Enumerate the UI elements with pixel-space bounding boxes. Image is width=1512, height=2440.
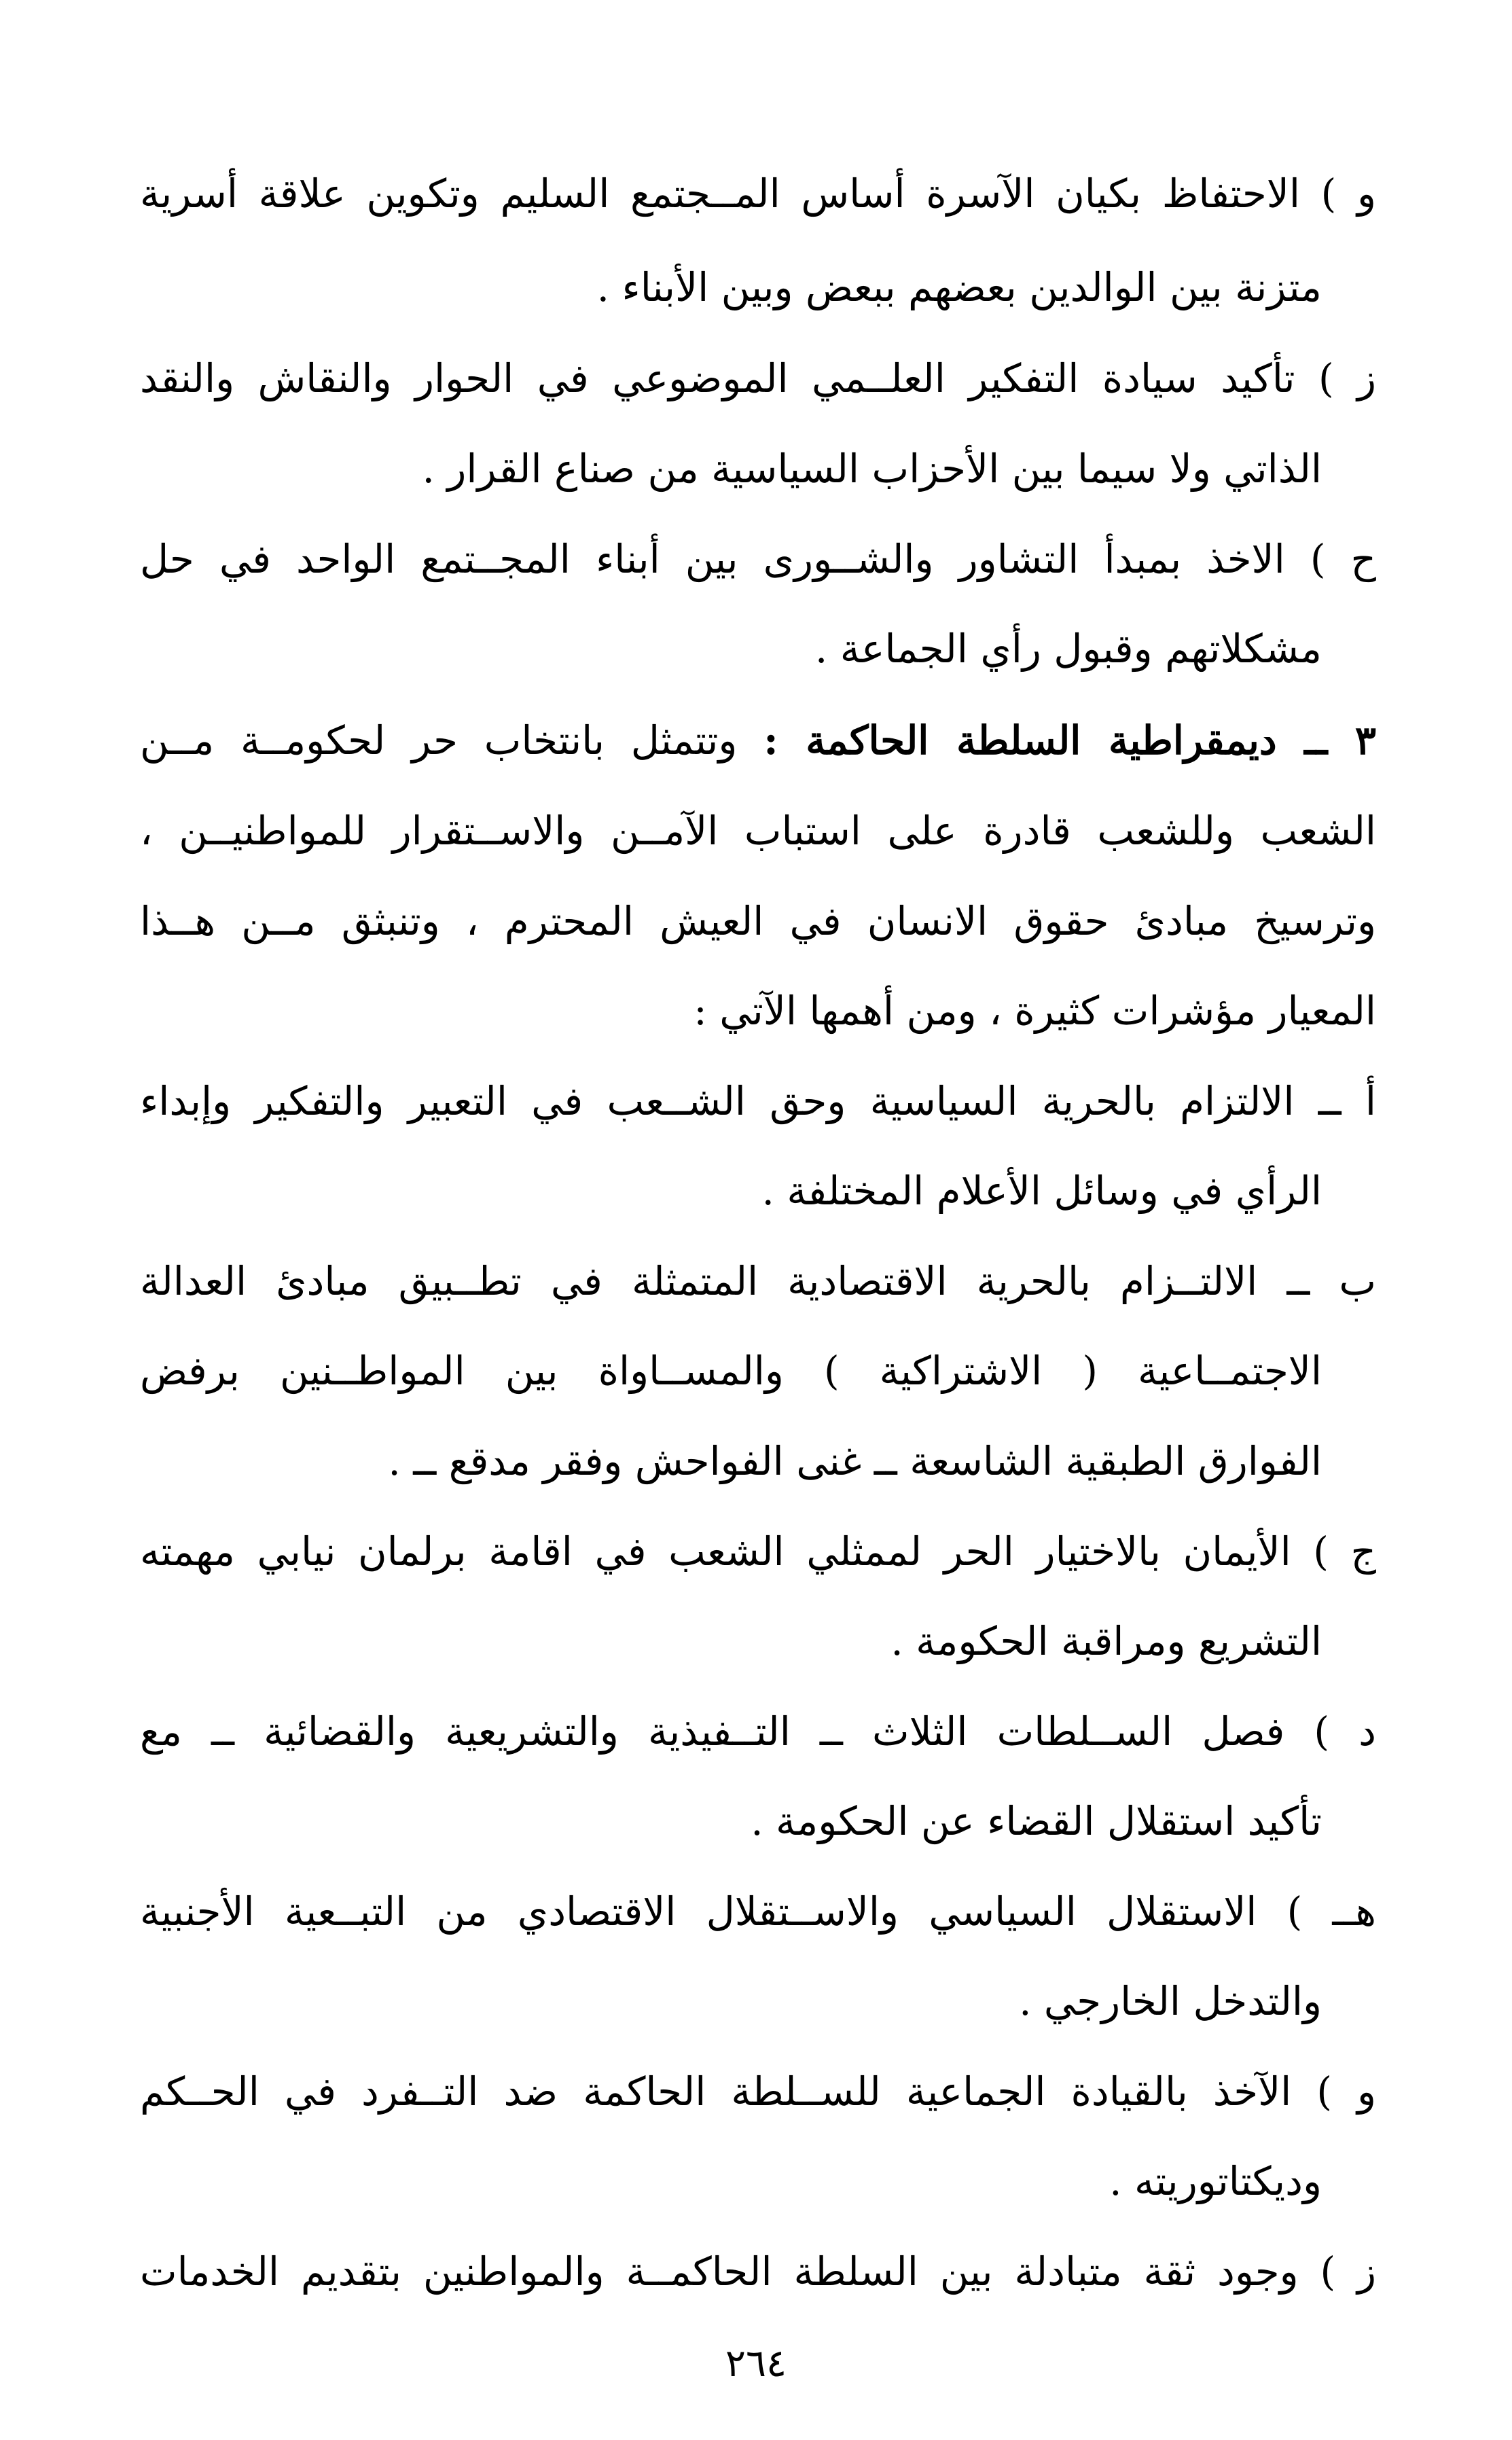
text-line-6: مشكلاتهم وقبول رأي الجماعة . (814, 626, 1322, 672)
text-line-5: ح ) الاخذ بمبدأ التشاور والشــورى بين أبناء المجــتمع الواحد في حل (140, 536, 1376, 582)
text-line-3: ز ) تأكيد سيادة التفكير العلــمي الموضوعي في الحوار والنقاش والنقد (140, 355, 1376, 401)
section-heading-continuation: وتتمثل بانتخاب حر لحكومــة مــن (140, 717, 738, 764)
text-line-2: متزنة بين الوالدين بعضهم ببعض وبين الأبناء . (596, 264, 1322, 310)
text-line-11: أ ــ الالتزام بالحرية السياسية وحق الشــعب في التعبير والتفكير وإبداء (140, 1078, 1376, 1124)
text-line-12: الرأي في وسائل الأعلام المختلفة . (761, 1168, 1322, 1214)
text-line-8: الشعب وللشعب قادرة على استباب الآمــن والاســتقرار للمواطنيــن ، (140, 808, 1376, 854)
text-line-23: وديكتاتوريته . (1109, 2158, 1322, 2204)
text-line-10: المعيار مؤشرات كثيرة ، ومن أهمها الآتي : (694, 988, 1376, 1034)
text-line-1: و ) الاحتفاظ بكيان الآسرة أساس المــجتمع السليم وتكوين علاقة أسرية (140, 171, 1377, 217)
text-line-21: والتدخل الخارجي . (1019, 1978, 1322, 2024)
text-line-13: ب ــ الالتــزام بالحرية الاقتصادية المتمثلة في تطــبيق مبادئ العدالة (140, 1258, 1376, 1304)
text-line-15: الفوارق الطبقية الشاسعة ــ غنى الفواحش وفقر مدقع ــ . (388, 1438, 1322, 1484)
text-line-18: د ) فصل الســلطات الثلاث ــ التــفيذية والتشريعية والقضائية ــ مع (140, 1708, 1376, 1755)
text-line-19: تأكيد استقلال القضاء عن الحكومة . (751, 1798, 1322, 1844)
text-line-24: ز ) وجود ثقة متبادلة بين السلطة الحاكمــة والمواطنين بتقديم الخدمات (140, 2248, 1376, 2295)
text-line-4: الذاتي ولا سيما بين الأحزاب السياسية من صناع القرار . (422, 446, 1322, 492)
text-line-20: هــ ) الاستقلال السياسي والاســتقلال الاقتصادي من التبــعية الأجنبية (140, 1888, 1376, 1935)
text-line-9: وترسيخ مبادئ حقوق الانسان في العيش المحترم ، وتنبثق مــن هــذا (140, 898, 1376, 944)
section-heading-inline: ٣ ــ ديمقراطية السلطة الحاكمة : (763, 717, 1377, 764)
text-line-22: و ) الآخذ بالقيادة الجماعية للســلطة الحاكمة ضد التــفرد في الحــكم (140, 2068, 1376, 2115)
text-line-16: ج ) الأيمان بالاختيار الحر لممثلي الشعب في اقامة برلمان نيابي مهمته (140, 1528, 1376, 1575)
text-line-14: الاجتمــاعية ( الاشتراكية ) والمســاواة بين المواطــنين برفض (140, 1348, 1322, 1394)
text-line-17: التشريع ومراقبة الحكومة . (890, 1618, 1322, 1664)
text-line-7 (140, 713, 1376, 768)
page-number: ٢٦٤ (725, 2342, 787, 2386)
